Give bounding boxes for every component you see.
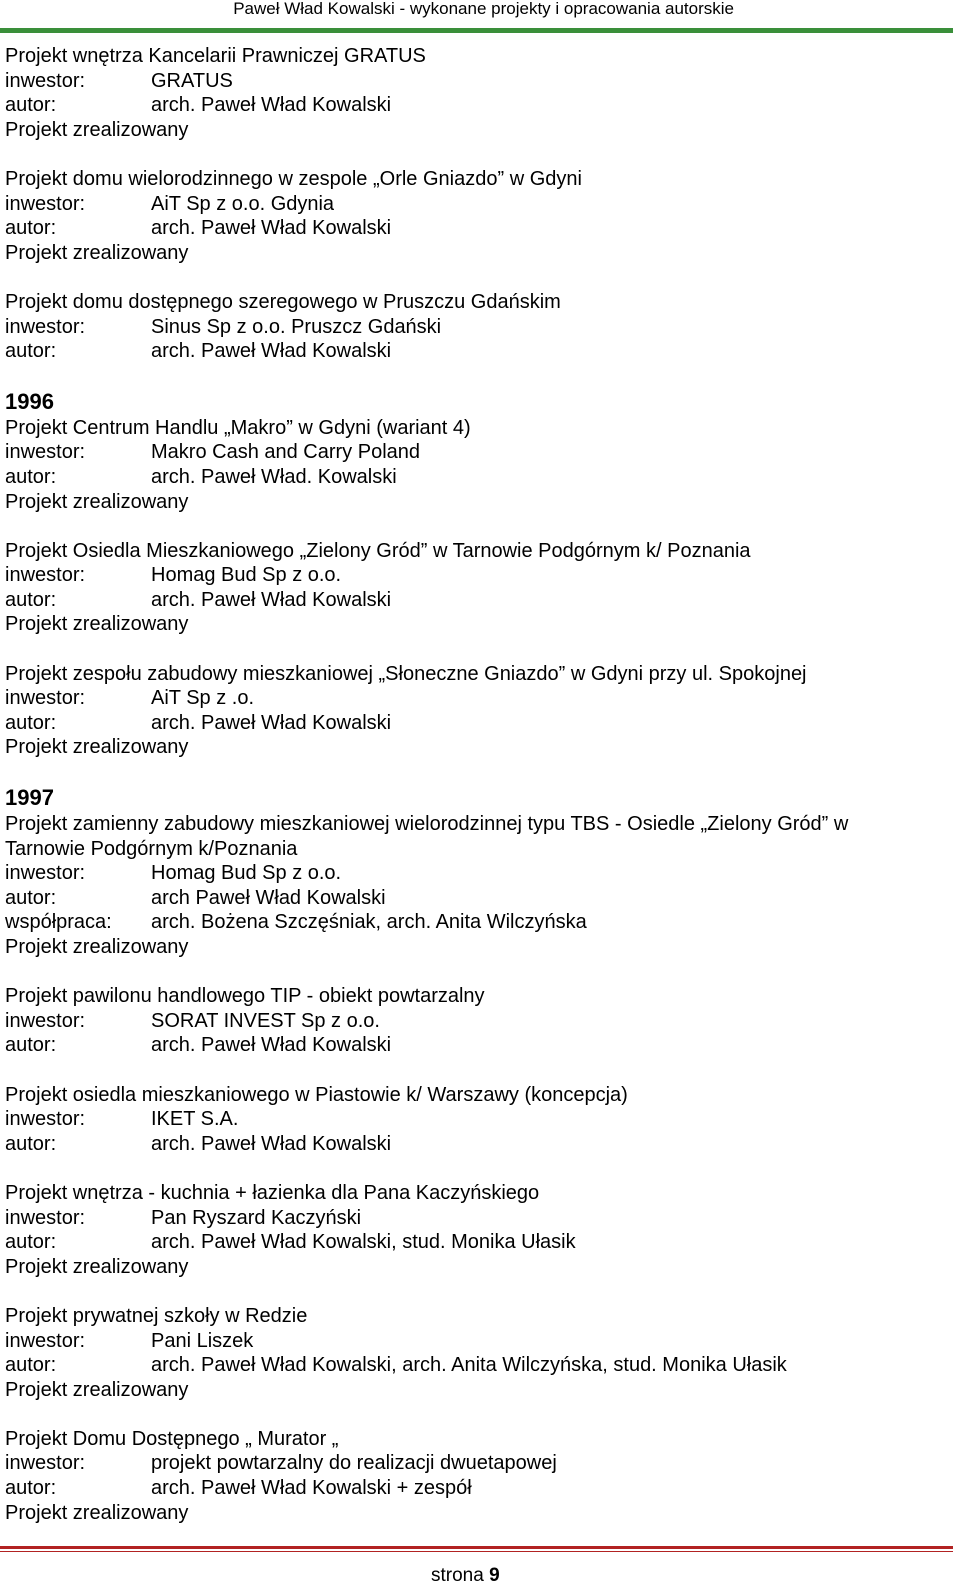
project-status: Projekt zrealizowany [5,736,189,759]
project-title: Projekt Domu Dostępnego „ Murator „ [5,1427,339,1450]
page-number [431,1562,500,1590]
project-status: Projekt zrealizowany [5,118,189,141]
spacer [5,1402,905,1427]
investor-label: inwestor: [5,315,86,338]
spacer [5,265,905,290]
author-value: arch Paweł Wład Kowalski [151,886,386,909]
project-entry [5,539,905,637]
header-divider [0,28,953,33]
investor-value: Sinus Sp z o.o. Pruszcz Gdański [151,315,442,338]
author-row [5,1476,905,1501]
author-label: autor: [5,1354,57,1377]
investor-label: inwestor: [5,441,86,464]
author-row [5,1132,905,1157]
project-status: Projekt zrealizowany [5,490,189,513]
investor-value: AiT Sp z o.o. Gdynia [151,192,335,215]
author-value: arch. Paweł Wład Kowalski, arch. Anita Wilczyńska, stud. Monika Ułasik [151,1354,787,1377]
author-label: autor: [5,94,57,117]
investor-row [5,1009,905,1034]
investor-label: inwestor: [5,862,86,885]
investor-row [5,1451,905,1476]
spacer [5,1279,905,1304]
page-number-value: 9 [489,1565,500,1586]
project-title: Projekt Centrum Handlu „Makro” w Gdyni (wariant 4) [5,416,471,439]
investor-value: GRATUS [151,69,233,92]
project-title: Projekt Osiedla Mieszkaniowego „Zielony Gród” w Tarnowie Podgórnym k/ Poznania [5,539,751,562]
page-header [0,0,960,34]
header-title: Paweł Wład Kowalski - wykonane projekty i opracowania autorskie [233,0,734,18]
author-label: autor: [5,340,57,363]
investor-value: Makro Cash and Carry Poland [151,441,421,464]
project-entry [5,662,905,760]
project-entry [5,44,905,142]
collaboration-label: współpraca: [5,911,112,934]
author-label: autor: [5,711,57,734]
author-value: arch. Paweł Wład Kowalski + zespół [151,1477,472,1500]
spacer [5,142,905,167]
investor-row [5,192,905,217]
year-heading-1996: 1996 [5,388,54,414]
project-entry [5,812,905,960]
collaboration-value: arch. Bożena Szczęśniak, arch. Anita Wilczyńska [151,911,587,934]
investor-row [5,861,905,886]
investor-value: Pan Ryszard Kaczyński [151,1206,362,1229]
author-label: autor: [5,588,57,611]
investor-label: inwestor: [5,1452,86,1475]
author-row [5,93,905,118]
investor-label: inwestor: [5,1206,86,1229]
author-row [5,1033,905,1058]
author-label: autor: [5,1034,57,1057]
project-title: Projekt pawilonu handlowego TIP - obiekt powtarzalny [5,985,485,1008]
investor-label: inwestor: [5,1009,86,1032]
investor-row [5,1206,905,1231]
project-title: Projekt zamienny zabudowy mieszkaniowej wielorodzinnej typu TBS - Osiedle „Zielony Gród” w Tarnowie Podgórnym k/Poznania [5,813,849,860]
investor-value: IKET S.A. [151,1108,239,1131]
author-value: arch. Paweł Wład Kowalski [151,217,392,240]
project-title: Projekt wnętrza - kuchnia + łazienka dla Pana Kaczyńskiego [5,1181,540,1204]
investor-row [5,686,905,711]
project-status: Projekt zrealizowany [5,1501,189,1524]
investor-value: projekt powtarzalny do realizacji dwuetapowej [151,1452,557,1475]
spacer [5,1156,905,1181]
project-entry [5,984,905,1058]
author-label: autor: [5,1231,57,1254]
author-value: arch. Paweł Wład Kowalski [151,588,392,611]
document-body [5,44,905,1525]
project-entry [5,1083,905,1157]
collaboration-row [5,910,905,935]
spacer [5,514,905,539]
author-row [5,711,905,736]
spacer [5,364,905,388]
author-label: autor: [5,1132,57,1155]
project-status: Projekt zrealizowany [5,241,189,264]
investor-row [5,440,905,465]
page-number-label: strona [431,1565,484,1586]
author-value: arch. Paweł Wład. Kowalski [151,465,397,488]
project-entry [5,1304,905,1402]
investor-value: AiT Sp z .o. [151,687,255,710]
project-title: Projekt osiedla mieszkaniowego w Piastowie k/ Warszawy (koncepcja) [5,1083,628,1106]
investor-row [5,1329,905,1354]
author-value: arch. Paweł Wład Kowalski [151,711,392,734]
investor-value: Homag Bud Sp z o.o. [151,862,342,885]
project-status: Projekt zrealizowany [5,1255,189,1278]
author-row [5,216,905,241]
spacer [5,637,905,662]
author-value: arch. Paweł Wład Kowalski [151,340,392,363]
investor-value: Pani Liszek [151,1329,254,1352]
author-label: autor: [5,886,57,909]
author-value: arch. Paweł Wład Kowalski [151,1132,392,1155]
project-entry [5,1427,905,1525]
project-entry [5,167,905,265]
page-footer [0,1543,960,1594]
spacer [5,1058,905,1083]
investor-label: inwestor: [5,1329,86,1352]
investor-label: inwestor: [5,192,86,215]
investor-value: Homag Bud Sp z o.o. [151,564,342,587]
investor-label: inwestor: [5,687,86,710]
author-label: autor: [5,465,57,488]
investor-label: inwestor: [5,69,86,92]
investor-label: inwestor: [5,564,86,587]
project-title: Projekt wnętrza Kancelarii Prawniczej GRATUS [5,45,426,67]
project-entry [5,416,905,514]
investor-row [5,563,905,588]
project-title: Projekt prywatnej szkoły w Redzie [5,1304,308,1327]
project-status: Projekt zrealizowany [5,936,189,958]
project-entry [5,1181,905,1279]
author-row [5,465,905,490]
author-value: arch. Paweł Wład Kowalski [151,1034,392,1057]
author-row [5,588,905,613]
project-title: Projekt domu wielorodzinnego w zespole „Orle Gniazdo” w Gdyni [5,167,582,190]
author-row [5,1353,905,1378]
author-value: arch. Paweł Wład Kowalski [151,94,392,117]
spacer [5,760,905,784]
author-row [5,886,905,911]
footer-divider [0,1546,953,1549]
investor-row [5,315,905,340]
investor-value: SORAT INVEST Sp z o.o. [151,1009,380,1032]
author-row [5,339,905,364]
project-entry [5,290,905,364]
project-status: Projekt zrealizowany [5,1378,189,1401]
author-value: arch. Paweł Wład Kowalski, stud. Monika Ułasik [151,1231,576,1254]
author-row [5,1230,905,1255]
author-label: autor: [5,1477,57,1500]
investor-row [5,1107,905,1132]
project-status: Projekt zrealizowany [5,613,189,636]
investor-row [5,69,905,94]
footer-divider-thin [0,1551,953,1552]
project-title: Projekt domu dostępnego szeregowego w Pruszczu Gdańskim [5,290,561,313]
investor-label: inwestor: [5,1108,86,1131]
project-title: Projekt zespołu zabudowy mieszkaniowej „Słoneczne Gniazdo” w Gdyni przy ul. Spokojnej [5,662,807,685]
year-heading-1997: 1997 [5,785,54,811]
spacer [5,960,905,985]
author-label: autor: [5,217,57,240]
